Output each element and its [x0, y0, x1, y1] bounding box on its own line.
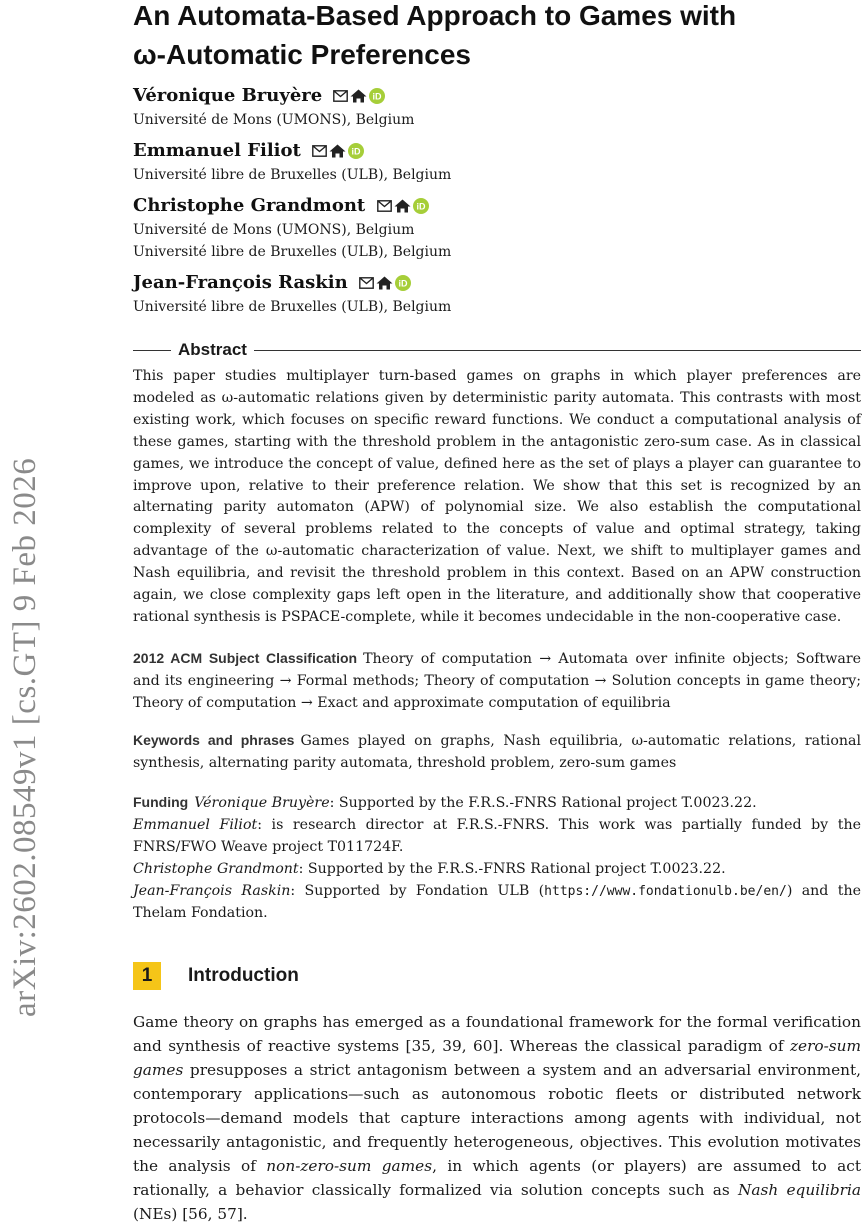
svg-text:iD: iD: [416, 201, 426, 212]
funding-text: : is research director at F.R.S.-FNRS. This work was partially funded by the FNRS/FWO Weave project T011724F.: [133, 816, 861, 855]
orcid-icon[interactable]: [369, 88, 385, 104]
author-1: [133, 85, 385, 106]
funding-url-link[interactable]: https://www.fondationulb.be/en/: [544, 883, 787, 899]
intro-text: presupposes a strict antagonism between a system and an adversarial environment, contemporary applications—such as autonomous robotic fleets or distributed network protocols—demand models that capture interactions among agents with individual, not necessarily antagonistic, and frequently heterogeneous, objectives. This evolution motivates the analysis of: [133, 1061, 861, 1175]
author-name: Jean-François Raskin: [133, 272, 348, 293]
email-icon[interactable]: [359, 277, 374, 289]
abstract-heading: [133, 339, 861, 361]
keywords-label: Keywords and phrases: [133, 732, 295, 748]
title-line-1: An Automata-Based Approach to Games with: [133, 0, 737, 31]
title-line-2: ω-Automatic Preferences: [133, 39, 471, 70]
svg-text:iD: iD: [351, 146, 361, 157]
paper-title: [133, 0, 833, 74]
keywords-text: Games played on graphs, Nash equilibria, ω-automatic relations, rational synthesis, alternating parity automata, threshold problem, zero-sum games: [133, 733, 861, 771]
author-3: [133, 195, 429, 216]
orcid-icon[interactable]: [348, 143, 364, 159]
acm-label: 2012 ACM Subject Classification: [133, 650, 358, 666]
intro-text: (NEs) [56, 57].: [133, 1205, 248, 1223]
divider: [133, 350, 171, 351]
funding-text: : Supported by the F.R.S.-FNRS Rational project T.0023.22.: [329, 795, 757, 811]
author-2: [133, 140, 364, 161]
divider: [254, 350, 861, 351]
funding: [133, 792, 861, 924]
section-number: 1: [133, 962, 161, 990]
funding-name: Véronique Bruyère: [194, 795, 330, 811]
author-affiliation: Université de Mons (UMONS), Belgium: [133, 222, 415, 238]
orcid-icon[interactable]: [413, 198, 429, 214]
abstract-text: This paper studies multiplayer turn-based games on graphs in which player preferences are modeled as ω-automatic relations given by deterministic parity automata. This contrasts with most existing work, which focuses on specific reward functions. We conduct a computational analysis of these games, starting with the threshold problem in the antagonistic zero-sum case. As in classical games, we introduce the concept of value, defined here as the set of plays a player can guarantee to improve upon, relative to their preference relation. We show that this set is recognized by an alternating parity automaton (APW) of polynomial size. We also establish the computational complexity of several problems related to the concepts of value and optimal strategy, taking advantage of the ω-automatic characterization of value. Next, we shift to multiplayer games and Nash equilibria, and revisit the threshold problem in this context. Based on an APW construction again, we close complexity gaps left open in the literature, and additionally show that cooperative rational synthesis is PSPACE-complete, while it becomes undecidable in the non-cooperative case.: [133, 368, 861, 625]
home-icon[interactable]: [394, 199, 411, 213]
acm-text: Theory of computation → Automata over infinite objects; Software and its engineering → Formal methods; Theory of computation → Solution concepts in game theory; Theory of computation → Exact and approximate computation of equilibria: [133, 651, 861, 711]
funding-name: Jean-François Raskin: [133, 882, 291, 899]
svg-text:iD: iD: [398, 278, 408, 289]
email-icon[interactable]: [312, 145, 327, 157]
author-affiliation: Université libre de Bruxelles (ULB), Belgium: [133, 167, 452, 183]
author-affiliation: Université de Mons (UMONS), Belgium: [133, 112, 415, 128]
funding-name: Emmanuel Filiot: [133, 816, 258, 833]
intro-emphasis: zero-sum games: [133, 1037, 861, 1079]
acm-classification: [133, 648, 861, 715]
home-icon[interactable]: [350, 89, 367, 103]
author-affiliation: Université libre de Bruxelles (ULB), Belgium: [133, 244, 452, 260]
section-heading: [133, 962, 299, 990]
intro-text: Game theory on graphs has emerged as a foundational framework for the formal verification and synthesis of reactive systems [35, 39, 60]. Whereas the classical paradigm of: [133, 1013, 861, 1055]
author-affiliation: Université libre de Bruxelles (ULB), Belgium: [133, 299, 452, 315]
arxiv-sidebar: arXiv:2602.08549v1 [cs.GT] 9 Feb 2026: [7, 457, 43, 1017]
author-name: Emmanuel Filiot: [133, 140, 301, 161]
intro-paragraph: [133, 1010, 861, 1226]
keywords: [133, 730, 861, 775]
author-4: [133, 272, 411, 293]
email-icon[interactable]: [333, 90, 348, 102]
funding-text: : Supported by Fondation ULB (: [290, 882, 545, 899]
section-title: Introduction: [188, 965, 299, 986]
intro-text: , in which agents (or players) are assumed to act rationally, a behavior classically formalized via solution concepts such as: [133, 1157, 861, 1199]
home-icon[interactable]: [376, 276, 393, 290]
abstract-label: Abstract: [178, 340, 247, 359]
home-icon[interactable]: [329, 144, 346, 158]
funding-label: Funding: [133, 794, 189, 810]
author-name: Véronique Bruyère: [133, 85, 323, 106]
funding-name: Christophe Grandmont: [133, 860, 299, 877]
intro-emphasis: non-zero-sum games: [266, 1157, 433, 1175]
svg-text:iD: iD: [372, 91, 382, 102]
author-name: Christophe Grandmont: [133, 195, 366, 216]
funding-text: : Supported by the F.R.S.-FNRS Rational project T.0023.22.: [298, 860, 726, 877]
email-icon[interactable]: [377, 200, 392, 212]
intro-emphasis: Nash equilibria: [738, 1181, 861, 1199]
orcid-icon[interactable]: [395, 275, 411, 291]
funding-text: ) and the Thelam Fondation.: [133, 882, 861, 921]
